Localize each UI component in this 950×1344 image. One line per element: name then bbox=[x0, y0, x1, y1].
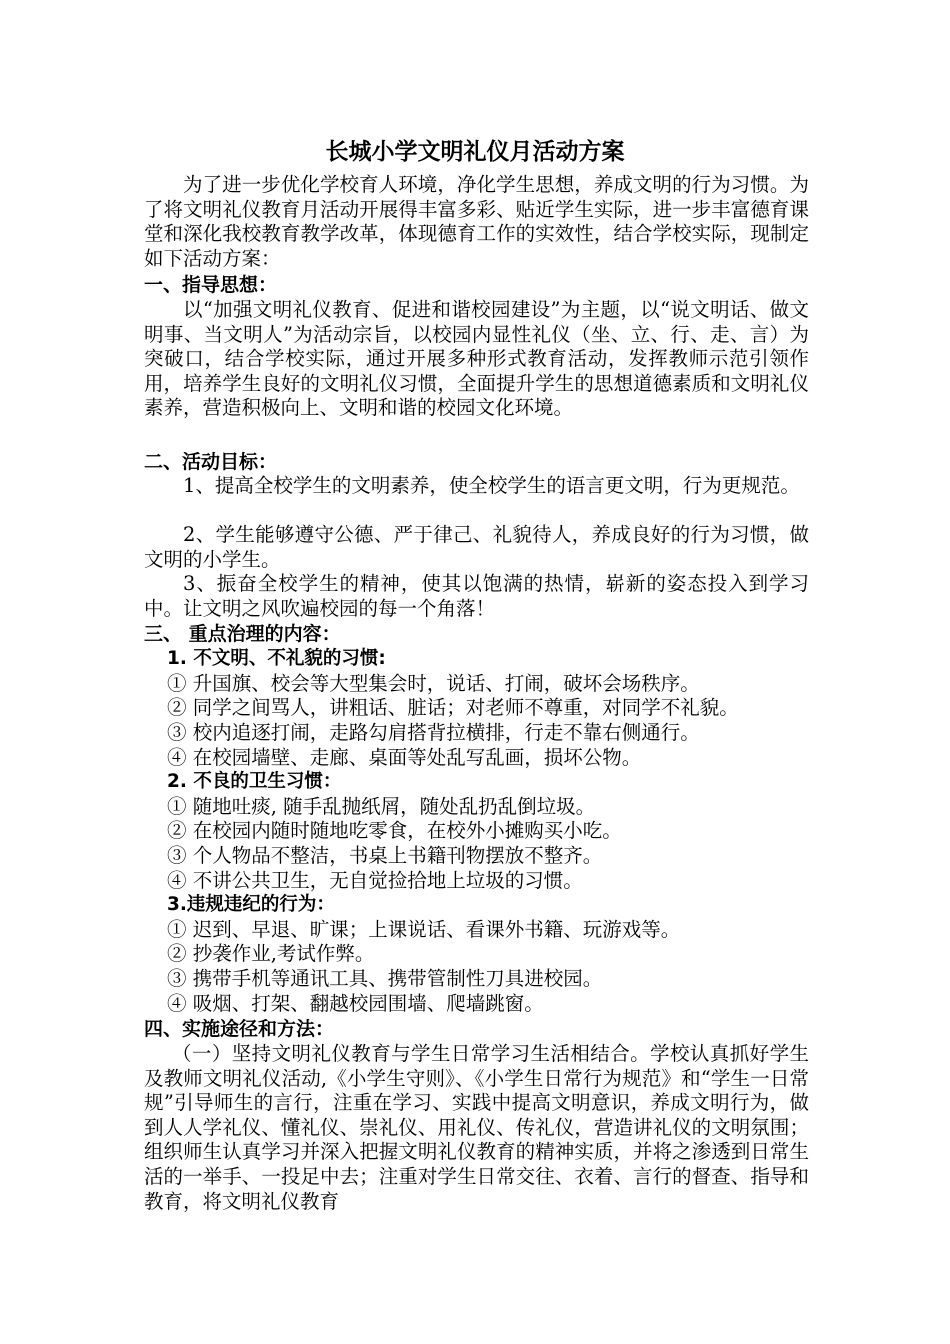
issue-group-title: 1. 不文明、不礼貌的习惯: bbox=[167, 648, 386, 669]
issue-item: ④ 吸烟、打架、翻越校园围墙、爬墙跳窗。 bbox=[167, 992, 544, 1015]
issue-item: ② 抄袭作业,考试作弊。 bbox=[167, 942, 375, 965]
issue-item: ③ 校内追逐打闹，走路勾肩搭背拉横排，行走不靠右侧通行。 bbox=[167, 721, 700, 744]
section-heading-guiding-ideology: 一、指导思想： bbox=[144, 274, 278, 296]
document-title: 长城小学文明礼仪月活动方案 bbox=[325, 139, 625, 165]
issue-item: ② 在校园内随时随地吃零食，在校外小摊购买小吃。 bbox=[167, 819, 622, 842]
intro-paragraph: 为了进一步优化学校育人环境，净化学生思想，养成文明的行为习惯。为了将文明礼仪教育月活动开展得丰富多彩、贴近学生实际，进一步丰富德育课堂和深化我校教育教学改革，体现德育工作的实效性，结合学校实际，现制定如下活动方案： bbox=[144, 173, 809, 270]
goal-item: 3、振奋全校学生的精神，使其以饱满的热情，崭新的姿态投入到学习中。让文明之风吹遍校园的每一个角落！ bbox=[144, 572, 809, 620]
goal-item: 1、提高全校学生的文明素养，使全校学生的语言更文明，行为更规范。 bbox=[183, 474, 800, 497]
issue-item: ③ 携带手机等通讯工具、携带管制性刀具进校园。 bbox=[167, 967, 603, 990]
issue-item: ② 同学之间骂人，讲粗话、脏话；对老师不尊重，对同学不礼貌。 bbox=[167, 696, 739, 719]
issue-item: ④ 在校园墙壁、走廊、桌面等处乱写乱画，损坏公物。 bbox=[167, 746, 642, 769]
issue-item: ① 迟到、早退、旷课；上课说话、看课外书籍、玩游戏等。 bbox=[167, 918, 681, 941]
section-heading-goals: 二、活动目标： bbox=[144, 451, 278, 473]
issue-group-title: 3.违规违纪的行为： bbox=[167, 894, 335, 915]
methods-paragraph: （一）坚持文明礼仪教育与学生日常学习生活相结合。学校认真抓好学生及教师文明礼仪活动,《小学生守则》、《小学生日常行为规范》和“学生一日常规”引导师生的言行，注重在学习、实践中提高文明意识，养成文明行为，做到人人学礼仪、懂礼仪、崇礼仪、用礼仪、传礼仪，营造讲礼仪的文明氛围；组织师生认真学习并深入把握文明礼仪教育的精神实质，并将之渗透到日常生活的一举手、一投足中去；注重对学生日常交往、衣着、言行的督查、指导和教育，将文明礼仪教育 bbox=[144, 1042, 809, 1213]
section-heading-key-issues: 三、 重点治理的内容： bbox=[144, 623, 341, 645]
section-heading-methods: 四、实施途径和方法： bbox=[144, 1018, 335, 1040]
issue-group-title: 2. 不良的卫生习惯： bbox=[167, 771, 342, 792]
issue-item: ④ 不讲公共卫生，无自觉捡拾地上垃圾的习惯。 bbox=[167, 869, 583, 892]
issue-item: ① 随地吐痰, 随手乱抛纸屑，随处乱扔乱倒垃圾。 bbox=[167, 795, 596, 818]
guiding-ideology-paragraph: 以“加强文明礼仪教育、促进和谐校园建设”为主题，以“说文明话、做文明事、当文明人”为活动宗旨，以校园内显性礼仪（坐、立、行、走、言）为突破口，结合学校实际，通过开展多种形式教育活动，发挥教师示范引领作用，培养学生良好的文明礼仪习惯，全面提升学生的思想道德素质和文明礼仪素养，营造积极向上、文明和谐的校园文化环境。 bbox=[144, 298, 809, 420]
issue-item: ③ 个人物品不整洁，书桌上书籍刊物摆放不整齐。 bbox=[167, 844, 603, 867]
issue-item: ① 升国旗、校会等大型集会时，说话、打闹，破坏会场秩序。 bbox=[167, 672, 700, 695]
goal-item: 2、学生能够遵守公德、严于律己、礼貌待人，养成良好的行为习惯，做文明的小学生。 bbox=[144, 523, 809, 571]
